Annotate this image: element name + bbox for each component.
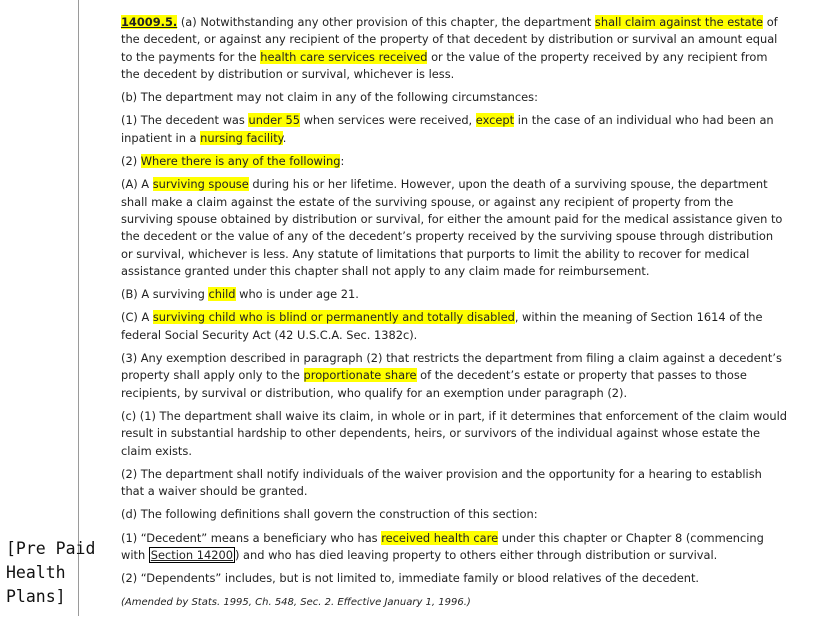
text-run: (c) (1) The department shall waive its claim, in whole or in part, if it determines that enforcement of the claim would result in substantial hardship to other dependents, heirs, or survivors of the individual against whose estate the claim exists. <box>121 408 787 458</box>
margin-note-line: Plans] <box>6 587 66 606</box>
para-b <box>121 89 787 106</box>
text-run: , within the meaning of Section 1614 of the federal Social Security Act (42 U.S.C.A. Sec. 1382c). <box>121 310 763 342</box>
text-run: : <box>340 154 345 169</box>
para-c2 <box>121 466 787 501</box>
highlighted-phrase: nursing facility <box>200 130 283 145</box>
highlighted-phrase: Where there is any of the following <box>140 154 341 169</box>
text-run: (1) The decedent was <box>121 113 249 128</box>
section-reference: Section 14200 <box>150 548 233 563</box>
highlighted-phrase: surviving spouse <box>152 177 249 192</box>
text-run: of the decedent, or against any recipient of the property of that decedent by distribution or survival an amount equal to the payments for the <box>121 15 778 64</box>
text-run: when services were received, <box>299 113 476 128</box>
para-b2A <box>121 176 787 280</box>
text-run: (b) The department may not claim in any of the following circumstances: <box>121 90 538 105</box>
para-d2 <box>121 570 787 587</box>
highlighted-phrase: received health care <box>381 530 499 545</box>
highlighted-phrase: proportionate share <box>303 368 417 383</box>
para-b1 <box>121 112 787 147</box>
para-b2B <box>121 286 787 303</box>
highlighted-phrase: except <box>475 113 515 128</box>
statute-text <box>121 14 787 617</box>
text-run: (B) A surviving <box>121 287 209 302</box>
margin-annotation <box>6 537 95 609</box>
margin-note-line: [Pre Paid <box>6 539 96 558</box>
section-number: 14009.5. <box>121 15 178 29</box>
text-run: in the case of an individual who had been an inpatient in a <box>121 113 774 145</box>
text-run: (a) Notwithstanding any other provision of this chapter, the department <box>177 15 595 29</box>
para-b2C <box>121 309 787 344</box>
text-run: (C) A <box>121 310 153 325</box>
para-d <box>121 506 787 523</box>
text-run: (d) The following definitions shall govern the construction of this section: <box>121 507 538 522</box>
highlighted-phrase: under 55 <box>248 113 300 128</box>
text-run: (2) <box>121 154 141 169</box>
text-run: during his or her lifetime. However, upon the death of a surviving spouse, the department shall make a claim against the estate of the surviving spouse, or against any recipient of property from the surviving spouse obtained by distribution or survival, for either the amount paid for the medical assistance given to the decedent or the value of any of the decedent’s property received by the surviving spouse through distribution or survival, whichever is less. Any statute of limitations that purports to limit the ability to recover for medical assistance granted under this chapter shall not apply to any claim made for reimbursement. <box>121 177 783 278</box>
para-a <box>121 14 787 83</box>
text-run: (2) “Dependents” includes, but is not limited to, immediate family or blood relatives of the decedent. <box>121 571 700 586</box>
para-d1 <box>121 530 787 565</box>
text-run: of the decedent’s estate or property that passes to those recipients, by survival or distribution, who qualify for an exemption under paragraph (2). <box>121 368 747 400</box>
highlighted-phrase: health care services received <box>260 49 428 64</box>
para-c1 <box>121 408 787 460</box>
text-run: or the value of the property received by any recipient from the decedent by distribution or survival, whichever is less. <box>121 49 768 81</box>
highlighted-phrase: shall claim against the estate <box>594 15 764 29</box>
text-run: (2) The department shall notify individuals of the waiver provision and the opportunity for a hearing to establish that a waiver should be granted. <box>121 466 762 499</box>
text-run: who is under age 21. <box>235 287 359 302</box>
text-run: under this chapter or Chapter 8 (commencing with <box>121 530 764 563</box>
text-run: . <box>282 130 287 145</box>
para-b3 <box>121 350 787 402</box>
text-run: ) and who has died leaving property to others either through distribution or survival. <box>234 548 718 563</box>
margin-note-line: Health <box>6 563 66 582</box>
para-b2 <box>121 153 787 170</box>
amendment-note: (Amended by Stats. 1995, Ch. 548, Sec. 2. Effective January 1, 1996.) <box>121 596 471 608</box>
margin-divider-line <box>78 0 79 616</box>
highlighted-phrase: child <box>208 287 236 302</box>
text-run: (1) “Decedent” means a beneficiary who has <box>121 530 382 545</box>
text-run: (3) Any exemption described in paragraph (2) that restricts the department from filing a claim against a decedent’s property shall apply only to the <box>121 351 782 383</box>
text-run: (A) A <box>121 177 153 192</box>
highlighted-phrase: surviving child who is blind or permanently and totally disabled <box>152 310 515 325</box>
